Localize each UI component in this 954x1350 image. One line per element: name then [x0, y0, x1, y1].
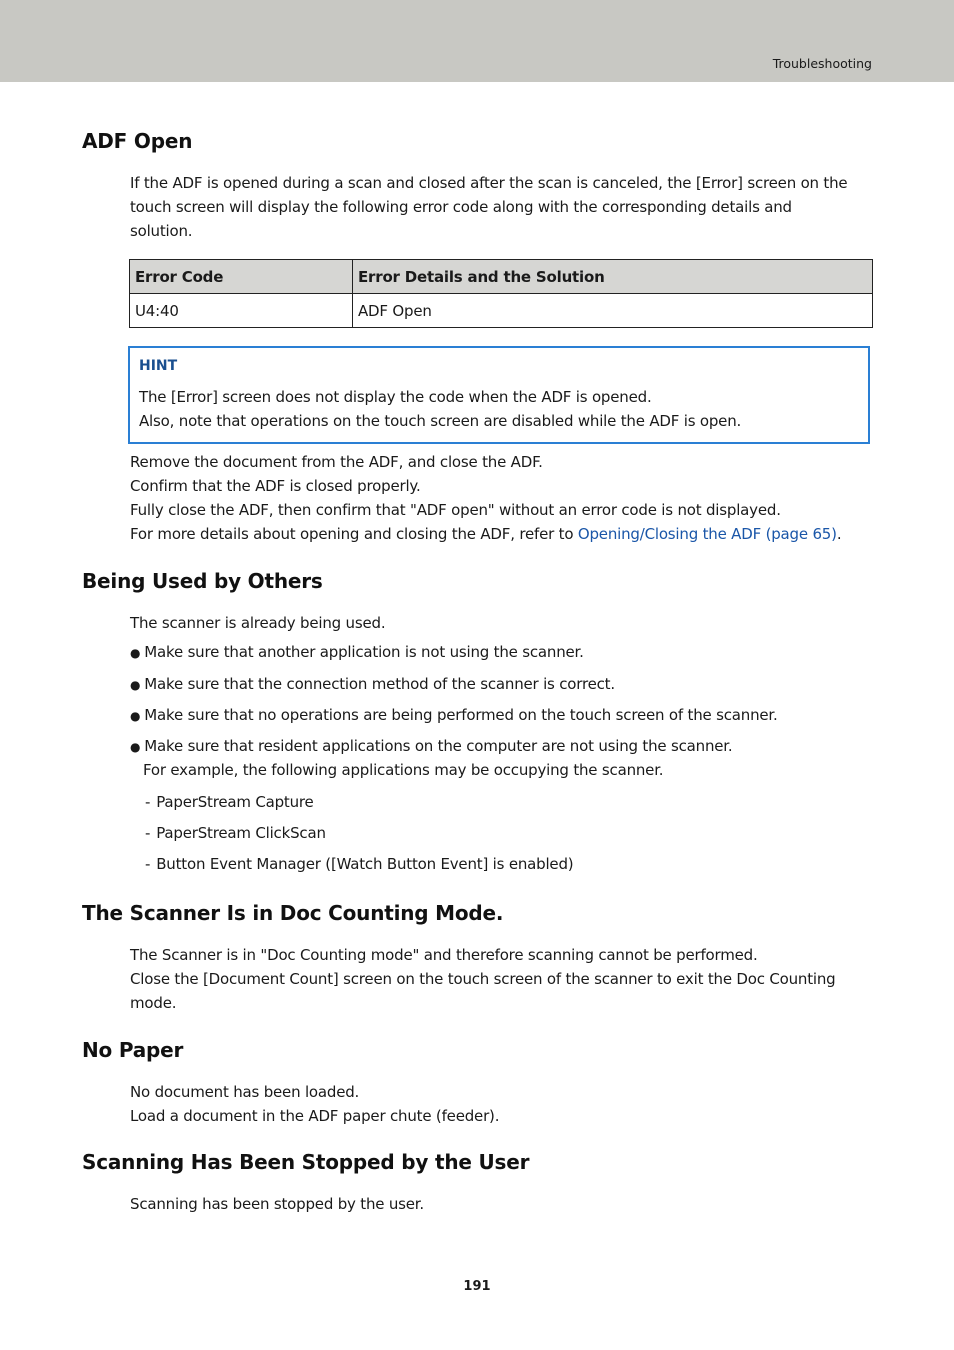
bullet-icon: ●: [130, 678, 141, 692]
bullet-icon: ●: [130, 646, 141, 660]
list-item: ● Make sure that no operations are being performed on the touch screen of the scanner.: [130, 706, 778, 724]
list-item: - Button Event Manager ([Watch Button Event] is enabled): [145, 855, 574, 873]
bullet-icon: ●: [130, 709, 141, 723]
list-item: - PaperStream ClickScan: [145, 824, 326, 842]
list-item: ● Make sure that the connection method of the scanner is correct.: [130, 675, 615, 693]
page-number: 191: [463, 1279, 491, 1294]
table-header-cell: Error Details and the Solution: [353, 260, 873, 294]
table-cell: U4:40: [130, 294, 353, 328]
table-cell: ADF Open: [353, 294, 873, 328]
heading-adf-open: ADF Open: [82, 129, 193, 153]
opening-closing-adf-link[interactable]: Opening/Closing the ADF (page 65): [577, 525, 837, 543]
bullet-icon: ●: [130, 740, 141, 754]
list-item: - PaperStream Capture: [145, 793, 314, 811]
heading-scanning-stopped: Scanning Has Been Stopped by the User: [82, 1150, 530, 1174]
being-used-intro: The scanner is already being used.: [130, 614, 386, 632]
adf-open-intro: If the ADF is opened during a scan and closed after the scan is canceled, the [Error] screen on the touch screen will display the following error code along with the corresponding details and solution.: [130, 174, 848, 240]
adf-open-steps: Remove the document from the ADF, and close the ADF. Confirm that the ADF is closed properly. Fully close the ADF, then confirm that "ADF open" without an error code is not displayed. For more details about opening and closing the ADF, refer to Opening/Closing the ADF (page 65).: [130, 450, 858, 546]
section-label: Troubleshooting: [772, 56, 872, 71]
table-row: [130, 294, 873, 328]
header-band: [0, 0, 954, 82]
heading-doc-counting: The Scanner Is in Doc Counting Mode.: [82, 901, 504, 925]
table-header-row: [130, 260, 873, 294]
hint-body: The [Error] screen does not display the code when the ADF is opened. Also, note that operations on the touch screen are disabled while the ADF is open.: [139, 388, 742, 430]
bullet-note: For example, the following applications may be occupying the scanner.: [143, 761, 664, 779]
list-item: ● Make sure that resident applications on the computer are not using the scanner.: [130, 737, 733, 755]
doc-counting-text: The Scanner is in "Doc Counting mode" and therefore scanning cannot be performed. Close the [Document Count] screen on the touch screen of the scanner to exit the Doc Counting mode.: [130, 946, 836, 1012]
heading-being-used: Being Used by Others: [82, 569, 323, 593]
hint-box: [128, 346, 870, 444]
table-header-cell: Error Code: [130, 260, 353, 294]
scanning-stopped-text: Scanning has been stopped by the user.: [130, 1195, 424, 1213]
list-item: ● Make sure that another application is not using the scanner.: [130, 643, 584, 661]
hint-title: HINT: [139, 358, 178, 374]
heading-no-paper: No Paper: [82, 1038, 184, 1062]
no-paper-text: No document has been loaded. Load a document in the ADF paper chute (feeder).: [130, 1083, 500, 1125]
reference-line: For more details about opening and closing the ADF, refer to Opening/Closing the ADF (page 65).: [130, 525, 842, 543]
error-code-table: [129, 259, 873, 328]
